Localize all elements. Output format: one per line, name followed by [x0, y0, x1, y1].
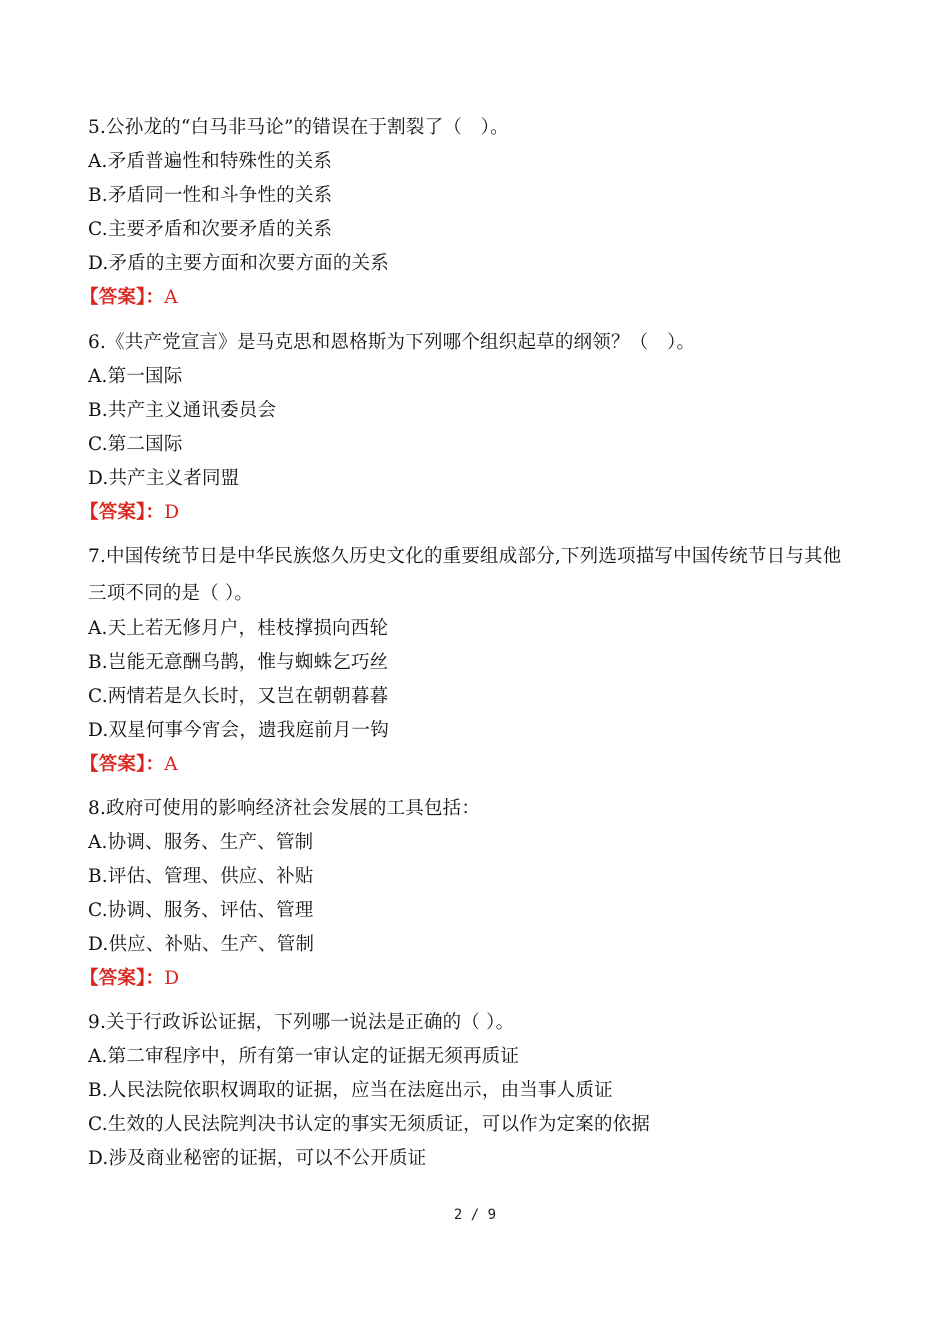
answer-tag: 【答案】： [80, 754, 165, 775]
answer-value: D [164, 502, 180, 523]
question-9-option-b: B.人民法院依职权调取的证据，应当在法庭出示，由当事人质证 [88, 1080, 613, 1101]
question-7-answer [80, 754, 178, 776]
question-6-option-d: D.共产主义者同盟 [88, 468, 240, 489]
question-8-stem: 8.政府可使用的影响经济社会发展的工具包括： [88, 798, 481, 819]
question-9-option-d: D.涉及商业秘密的证据，可以不公开质证 [88, 1148, 427, 1169]
question-9-option-c: C.生效的人民法院判决书认定的事实无须质证，可以作为定案的依据 [88, 1114, 651, 1135]
question-8-option-a: A.协调、服务、生产、管制 [88, 832, 314, 853]
question-5-option-b: B.矛盾同一性和斗争性的关系 [88, 185, 333, 206]
question-6-option-a: A.第一国际 [88, 366, 183, 387]
answer-tag: 【答案】： [80, 287, 165, 308]
question-8-option-b: B.评估、管理、供应、补贴 [88, 866, 314, 887]
question-6-answer [80, 502, 179, 524]
question-7-stem-line-1: 7.中国传统节日是中华民族悠久历史文化的重要组成部分,下列选项描写中国传统节日与其他 [88, 546, 842, 567]
answer-value: A [164, 754, 178, 775]
question-6-option-c: C.第二国际 [88, 434, 183, 455]
question-7-option-d: D.双星何事今宵会，遗我庭前月一钩 [88, 720, 389, 741]
question-5-stem: 5.公孙龙的“白马非马论”的错误在于割裂了（ ）。 [88, 117, 509, 138]
question-7-option-a: A.天上若无修月户，桂枝撑损向西轮 [88, 618, 389, 639]
question-6-stem: 6.《共产党宣言》是马克思和恩格斯为下列哪个组织起草的纲领？（ ）。 [88, 332, 696, 353]
answer-value: A [164, 287, 178, 308]
question-9-option-a: A.第二审程序中，所有第一审认定的证据无须再质证 [88, 1046, 520, 1067]
question-7-stem-line-2: 三项不同的是（ ）。 [88, 583, 254, 604]
question-7-option-c: C.两情若是久长时，又岂在朝朝暮暮 [88, 686, 389, 707]
question-5-option-d: D.矛盾的主要方面和次要方面的关系 [88, 253, 389, 274]
question-8-option-c: C.协调、服务、评估、管理 [88, 900, 314, 921]
question-8-option-d: D.供应、补贴、生产、管制 [88, 934, 315, 955]
answer-tag: 【答案】： [80, 502, 165, 523]
question-5-option-c: C.主要矛盾和次要矛盾的关系 [88, 219, 333, 240]
question-6-option-b: B.共产主义通讯委员会 [88, 400, 277, 421]
question-9-stem: 9.关于行政诉讼证据，下列哪一说法是正确的（ ）。 [88, 1012, 515, 1033]
page-number: 2 / 9 [453, 1207, 497, 1223]
answer-tag: 【答案】： [80, 968, 165, 989]
question-5-answer [80, 287, 178, 309]
question-8-answer [80, 968, 179, 990]
answer-value: D [164, 968, 180, 989]
question-7-option-b: B.岂能无意酬乌鹊，惟与蜘蛛乞巧丝 [88, 652, 389, 673]
question-5-option-a: A.矛盾普遍性和特殊性的关系 [88, 151, 333, 172]
